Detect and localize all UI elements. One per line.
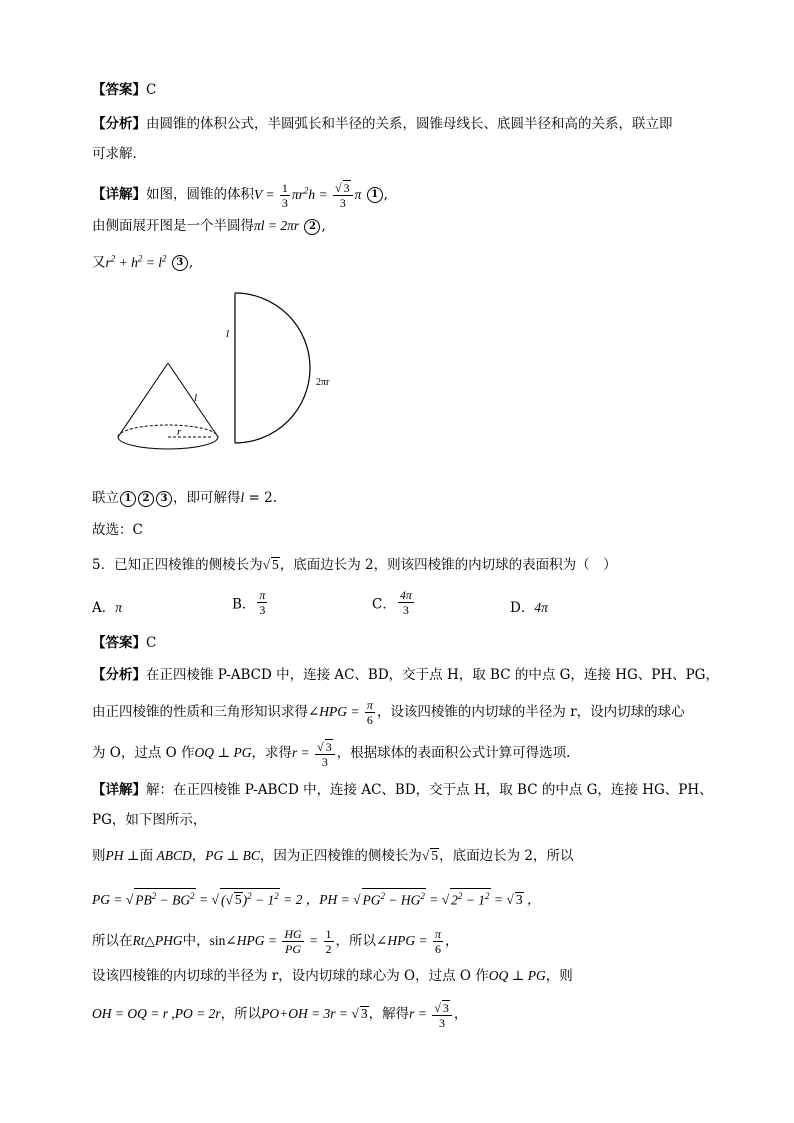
detail-tag: 【详解】: [92, 186, 146, 203]
option-a: A．π: [92, 600, 123, 616]
semicircle-arc: [235, 293, 310, 443]
analysis-tag: 【分析】: [92, 116, 146, 132]
q5-detail-line-4: PG = √ $PB^2 - BG^2$ = √ (√ $5)^2 - 1^2 = 2$ ，PH = √ $PG^2 - HG^2$ = √ $2^2 - 1^2$ = √ 3 ，: [92, 886, 540, 914]
cone-base-front: [118, 437, 218, 449]
option-b: B． $\frac{\pi}{3}$: [232, 588, 266, 617]
q5-stem: [92, 555, 617, 575]
answer-value: C: [146, 82, 157, 98]
answer-value: C: [146, 635, 157, 651]
volume-formula: V = $\frac{1}{3}$ $\pi r^2h$ = $\frac{√ 3}{3}$ π: [254, 180, 362, 211]
stem-math: √ 5: [262, 557, 279, 572]
circle-num-1: 1: [367, 187, 383, 203]
analysis-text: 在正四棱锥 P-ABCD 中，连接 AC、BD，交于点 H，取 BC 的中点 G，连接 HG、PH、PG，: [146, 667, 719, 683]
circle-num-3: 3: [172, 255, 188, 271]
analysis-tag: 【分析】: [92, 667, 146, 683]
cone-semicircle-figure: [110, 285, 340, 470]
q5-detail-line-2: PG，如下图所示，: [92, 812, 207, 828]
q5-detail-line-3: 则PH ⊥面 ABCD，PG ⊥ BC，因为正四棱锥的侧棱长为√ 5，底面边长为 2，所以: [92, 848, 574, 864]
detail-text: 又: [92, 254, 106, 271]
q5-detail-line-7: OH = OQ = r ,PO = 2r，所以PO+OH = 3r = √ 3，解得r = $\frac{√ 3}{3}$ ，: [92, 1000, 468, 1030]
cone-right-edge: [168, 363, 218, 437]
option-d: D．4π: [510, 600, 548, 616]
q4-detail-line-2: 由侧面展开图是一个半圆得πl = 2πr 2 ,: [92, 218, 326, 234]
q5-analysis-line-2: 由正四棱锥的性质和三角形知识求得∠HPG = $\frac{\pi}{6}$ ，设该四棱锥的内切球的半径为 r，设内切球的球心: [92, 698, 685, 728]
q5-analysis-line-3: 为 O，过点 O 作OQ ⊥ PG，求得r = $\frac{√ 3}{3}$ ，根据球体的表面积公式计算可得选项.: [92, 739, 571, 769]
q4-analysis-line-2: 可求解.: [92, 146, 137, 162]
result-formula: l: [240, 490, 245, 505]
circle-num-2: 2: [304, 219, 320, 235]
q4-conclude-line: 联立 1 2 3 ，即可解得l = 2.: [92, 490, 278, 506]
detail-text: 由侧面展开图是一个半圆得: [92, 218, 254, 234]
conclude-text: 联立: [92, 490, 119, 506]
detail-text: 如图，圆锥的体积: [146, 186, 254, 203]
stem-text: ，底面边长为 2，则该四棱锥的内切球的表面积为（ ）: [279, 557, 617, 573]
q5-analysis-line-1: [92, 665, 719, 685]
analysis-text: 由圆锥的体积公式，半圆弧长和半径的关系，圆锥母线长、底圆半径和高的关系，联立即: [146, 116, 673, 132]
q4-detail-line-3: 又$r^2 + h^2 = l^2$ 3 ,: [92, 253, 194, 271]
semicircle-label-l: l: [226, 328, 230, 340]
detail-tag: 【详解】: [92, 782, 146, 798]
q5-answer-line: [92, 633, 156, 653]
conclude-text: ，即可解得: [173, 490, 241, 506]
q5-detail-line-1: 【详解】解：在正四棱锥 P-ABCD 中，连接 AC、BD，交于点 H，取 BC 的中点 G，连接 HG、PH、: [92, 782, 713, 798]
q4-analysis-line-1: [92, 114, 673, 134]
q5-detail-line-6: 设该四棱锥的内切球的半径为 r，设内切球的球心为 O，过点 O 作OQ ⊥ PG，则: [92, 968, 573, 984]
q5-detail-line-5: 所以在Rt△PHG中，sin∠HPG = $\frac{HG}{PG}$ = $\frac{1}{2}$ ，所以∠HPG = $\frac{\pi}{6}$ ，: [92, 927, 459, 957]
arc-formula: πl = 2πr: [254, 218, 300, 233]
cone-label-l: l: [194, 392, 198, 404]
stem-text: 5．已知正四棱锥的侧棱长为: [92, 557, 263, 573]
cone-label-r: r: [177, 426, 182, 438]
option-c: C． $\frac{4\pi}{3}$: [372, 588, 412, 617]
q4-answer-line: [92, 80, 156, 100]
cone-base-back: [118, 425, 218, 437]
answer-tag: 【答案】: [92, 82, 146, 98]
pythag-formula: $r^2 + h^2 = l^2$: [105, 253, 167, 270]
q4-detail-line-1: 【详解】如图，圆锥的体积V = $\frac{1}{3}$ $\pi r^2h$ = $\frac{√ 3}{3}$ π 1 ,: [92, 180, 388, 211]
cone-left-edge: [118, 363, 168, 437]
q4-choice-line: 故选：C: [92, 522, 143, 538]
answer-tag: 【答案】: [92, 635, 146, 651]
semicircle-label-2pir: 2πr: [316, 377, 330, 388]
